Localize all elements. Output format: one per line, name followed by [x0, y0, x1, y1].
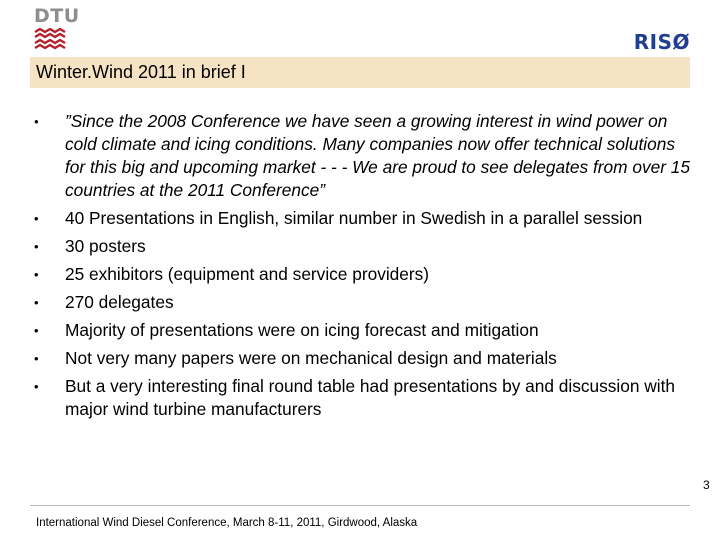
- bullet-text: ”Since the 2008 Conference we have seen a growing interest in wind power on cold climate and icing conditions. Many companies now offer technical solutions for this big and upcoming market - - - We are proud to see delegates from over 15 countries at the 2011 Conference”: [65, 111, 690, 200]
- dtu-logo: [34, 5, 80, 56]
- bullet-list: [34, 110, 694, 426]
- bullet-icon: •: [34, 323, 39, 338]
- bullet-text: But a very interesting final round table had presentations by and discussion with major wind turbine manufacturers: [65, 376, 676, 419]
- bullet-item: [34, 110, 694, 202]
- bullet-text: 30 posters: [65, 236, 146, 256]
- bullet-text: 270 delegates: [65, 292, 174, 312]
- bullet-item: [34, 375, 694, 421]
- footer-text: International Wind Diesel Conference, March 8-11, 2011, Girdwood, Alaska: [36, 517, 418, 529]
- page-number: 3: [703, 478, 710, 492]
- bullet-icon: •: [34, 295, 39, 310]
- bullet-item: [34, 235, 694, 258]
- bullet-item: [34, 291, 694, 314]
- bullet-text: 40 Presentations in English, similar number in Swedish in a parallel session: [65, 208, 643, 228]
- bullet-item: [34, 319, 694, 342]
- bullet-item: [34, 347, 694, 370]
- dtu-wave-icon: [34, 28, 68, 54]
- bullet-item: [34, 263, 694, 286]
- bullet-text: Majority of presentations were on icing forecast and mitigation: [65, 320, 539, 340]
- bullet-text: 25 exhibitors (equipment and service providers): [65, 264, 430, 284]
- bullet-icon: •: [34, 239, 39, 254]
- bullet-icon: •: [34, 267, 39, 282]
- dtu-logo-text: DTU: [34, 5, 80, 27]
- footer-divider: [30, 505, 690, 506]
- slide-title: Winter.Wind 2011 in brief I: [30, 57, 690, 88]
- bullet-icon: •: [34, 351, 39, 366]
- bullet-icon: •: [34, 211, 39, 226]
- bullet-item: [34, 207, 694, 230]
- riso-logo: RISØ: [633, 30, 690, 54]
- bullet-icon: •: [34, 379, 39, 394]
- bullet-icon: •: [34, 114, 39, 129]
- bullet-text: Not very many papers were on mechanical design and materials: [65, 348, 557, 368]
